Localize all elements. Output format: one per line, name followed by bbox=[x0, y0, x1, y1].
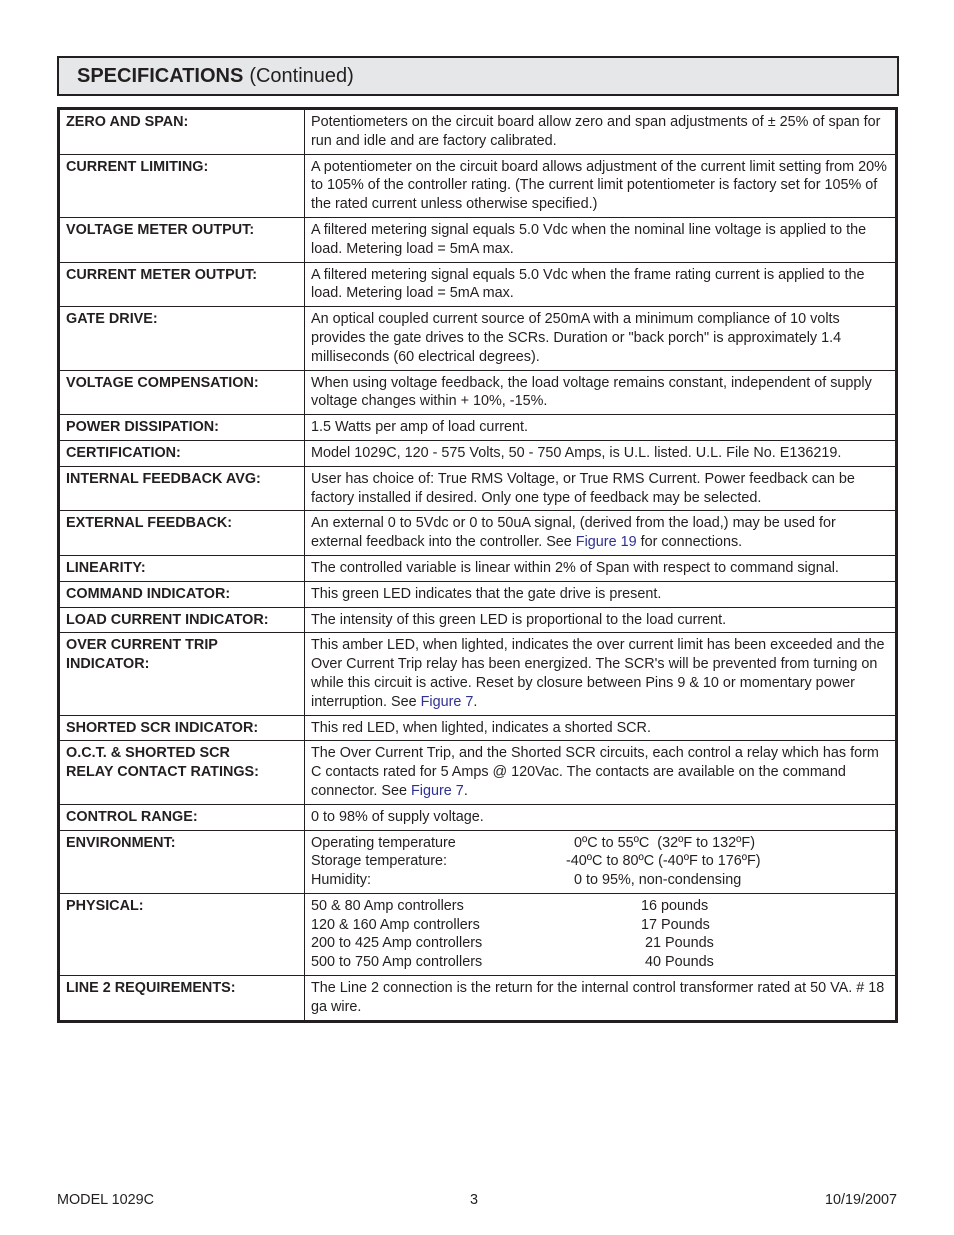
spec-label: COMMAND INDICATOR: bbox=[59, 581, 305, 607]
spec-label: LINEARITY: bbox=[59, 555, 305, 581]
physical-key: 500 to 750 Amp controllers bbox=[311, 954, 483, 971]
section-title-suffix: (Continued) bbox=[249, 64, 354, 87]
physical-key: 120 & 160 Amp controllers bbox=[311, 916, 480, 933]
spec-value: A filtered metering signal equals 5.0 Vdc when the nominal line voltage is applied to the load. Metering load = 5mA max. bbox=[305, 217, 897, 262]
table-row bbox=[59, 154, 897, 217]
spec-value: The Line 2 connection is the return for the internal control transformer rated at 50 VA. # 18 ga wire. bbox=[305, 976, 897, 1022]
table-row bbox=[59, 633, 897, 715]
spec-value: This green LED indicates that the gate drive is present. bbox=[305, 581, 897, 607]
footer-page-number: 3 bbox=[470, 1192, 479, 1208]
physical-key: 50 & 80 Amp controllers bbox=[311, 897, 464, 914]
spec-label: SHORTED SCR INDICATOR: bbox=[59, 715, 305, 741]
env-key: Storage temperature: bbox=[311, 853, 447, 870]
spec-label bbox=[59, 633, 305, 715]
spec-label: GATE DRIVE: bbox=[59, 307, 305, 370]
figure-7-link[interactable]: Figure 7 bbox=[420, 693, 474, 710]
footer-date: 10/19/2007 bbox=[824, 1192, 897, 1208]
spec-label-line: OVER CURRENT TRIP bbox=[66, 637, 218, 654]
table-row bbox=[59, 262, 897, 307]
table-row bbox=[59, 217, 897, 262]
spec-label: LOAD CURRENT INDICATOR: bbox=[59, 607, 305, 633]
table-row bbox=[59, 715, 897, 741]
physical-line bbox=[311, 916, 890, 935]
table-row bbox=[59, 370, 897, 415]
env-value: -40ºC to 80ºC (-40ºF to 176ºF) bbox=[566, 853, 761, 870]
spec-value bbox=[305, 633, 897, 715]
table-row bbox=[59, 511, 897, 556]
spec-value: A filtered metering signal equals 5.0 Vdc when the frame rating current is applied to the load. Metering load = 5mA max. bbox=[305, 262, 897, 307]
spec-label: PHYSICAL: bbox=[59, 893, 305, 975]
spec-value bbox=[305, 511, 897, 556]
spec-label: EXTERNAL FEEDBACK: bbox=[59, 511, 305, 556]
spec-label: VOLTAGE METER OUTPUT: bbox=[59, 217, 305, 262]
spec-text: for connections. bbox=[636, 534, 743, 551]
physical-value: 16 pounds bbox=[641, 897, 709, 914]
spec-value: The intensity of this green LED is proportional to the load current. bbox=[305, 607, 897, 633]
spec-text: . bbox=[463, 782, 468, 799]
spec-value bbox=[305, 830, 897, 893]
spec-text: . bbox=[473, 693, 478, 710]
table-row bbox=[59, 741, 897, 804]
env-value: 0 to 95%, non-condensing bbox=[566, 872, 742, 889]
footer-model: MODEL 1029C bbox=[57, 1192, 155, 1208]
table-row bbox=[59, 555, 897, 581]
spec-label: CONTROL RANGE: bbox=[59, 804, 305, 830]
spec-text: This amber LED, when lighted, indicates the over current limit has been exceeded and the Over Current Trip relay has been energized. The SCR's will be prevented from turning on while this circuit is active. Reset by closure between Pins 9 & 10 or momentary power interruption. See bbox=[311, 637, 885, 710]
spec-label: CURRENT METER OUTPUT: bbox=[59, 262, 305, 307]
env-key: Humidity: bbox=[311, 872, 371, 889]
physical-line bbox=[311, 897, 890, 916]
table-row bbox=[59, 415, 897, 441]
spec-value: When using voltage feedback, the load voltage remains constant, independent of supply voltage changes within + 10%, -15%. bbox=[305, 370, 897, 415]
spec-label: ENVIRONMENT: bbox=[59, 830, 305, 893]
spec-value: 1.5 Watts per amp of load current. bbox=[305, 415, 897, 441]
table-row bbox=[59, 804, 897, 830]
spec-label: VOLTAGE COMPENSATION: bbox=[59, 370, 305, 415]
physical-line bbox=[311, 953, 890, 972]
spec-value: The controlled variable is linear within 2% of Span with respect to command signal. bbox=[305, 555, 897, 581]
physical-value: 17 Pounds bbox=[641, 916, 710, 933]
spec-value bbox=[305, 893, 897, 975]
physical-value: 21 Pounds bbox=[641, 935, 714, 952]
spec-text: An external 0 to 5Vdc or 0 to 50uA signal, (derived from the load,) may be used for external feedback into the controller. See bbox=[311, 515, 836, 551]
table-row bbox=[59, 830, 897, 893]
spec-value: This red LED, when lighted, indicates a shorted SCR. bbox=[305, 715, 897, 741]
spec-value: 0 to 98% of supply voltage. bbox=[305, 804, 897, 830]
spec-value: Model 1029C, 120 - 575 Volts, 50 - 750 Amps, is U.L. listed. U.L. File No. E136219. bbox=[305, 440, 897, 466]
table-row bbox=[59, 893, 897, 975]
spec-label: CERTIFICATION: bbox=[59, 440, 305, 466]
table-row bbox=[59, 976, 897, 1022]
spec-value: Potentiometers on the circuit board allow zero and span adjustments of ± 25% of span for run and idle and are factory calibrated. bbox=[305, 109, 897, 155]
table-row bbox=[59, 109, 897, 155]
spec-label: LINE 2 REQUIREMENTS: bbox=[59, 976, 305, 1022]
spec-value: User has choice of: True RMS Voltage, or True RMS Current. Power feedback can be factory installed if desired. Only one type of feedback may be selected. bbox=[305, 466, 897, 511]
spec-label bbox=[59, 741, 305, 804]
spec-label: CURRENT LIMITING: bbox=[59, 154, 305, 217]
spec-label: ZERO AND SPAN: bbox=[59, 109, 305, 155]
spec-value bbox=[305, 741, 897, 804]
spec-value: A potentiometer on the circuit board allows adjustment of the current limit setting from 20% to 105% of the controller rating. (The current limit potentiometer is factory set for 105% of the rated current unless otherwise specified.) bbox=[305, 154, 897, 217]
physical-line bbox=[311, 934, 890, 953]
environment-line bbox=[311, 871, 890, 890]
environment-line bbox=[311, 834, 890, 853]
spec-text: The Over Current Trip, and the Shorted SCR circuits, each control a relay which has form C contacts rated for 5 Amps @ 120Vac. The contacts are available on the command connector. See bbox=[311, 745, 879, 799]
env-value: 0ºC to 55ºC (32ºF to 132ºF) bbox=[566, 834, 755, 851]
section-header bbox=[57, 56, 899, 96]
specifications-table bbox=[57, 107, 898, 1023]
spec-label-line: INDICATOR: bbox=[66, 656, 150, 673]
spec-value: An optical coupled current source of 250mA with a minimum compliance of 10 volts provides the gate drives to the SCRs. Duration or "back porch" is approximately 1.4 milliseconds (60 electrical degrees). bbox=[305, 307, 897, 370]
physical-value: 40 Pounds bbox=[641, 954, 714, 971]
environment-line bbox=[311, 852, 890, 871]
figure-7-link[interactable]: Figure 7 bbox=[411, 782, 464, 799]
spec-label: INTERNAL FEEDBACK AVG: bbox=[59, 466, 305, 511]
figure-19-link[interactable]: Figure 19 bbox=[575, 534, 637, 551]
table-row bbox=[59, 466, 897, 511]
env-key: Operating temperature bbox=[311, 834, 456, 851]
table-row bbox=[59, 440, 897, 466]
physical-key: 200 to 425 Amp controllers bbox=[311, 935, 483, 952]
table-row bbox=[59, 307, 897, 370]
spec-label-line: O.C.T. & SHORTED SCR bbox=[66, 745, 230, 762]
table-row bbox=[59, 607, 897, 633]
spec-label-line: RELAY CONTACT RATINGS: bbox=[66, 764, 259, 781]
section-title: SPECIFICATIONS bbox=[77, 64, 244, 87]
table-row bbox=[59, 581, 897, 607]
spec-label: POWER DISSIPATION: bbox=[59, 415, 305, 441]
